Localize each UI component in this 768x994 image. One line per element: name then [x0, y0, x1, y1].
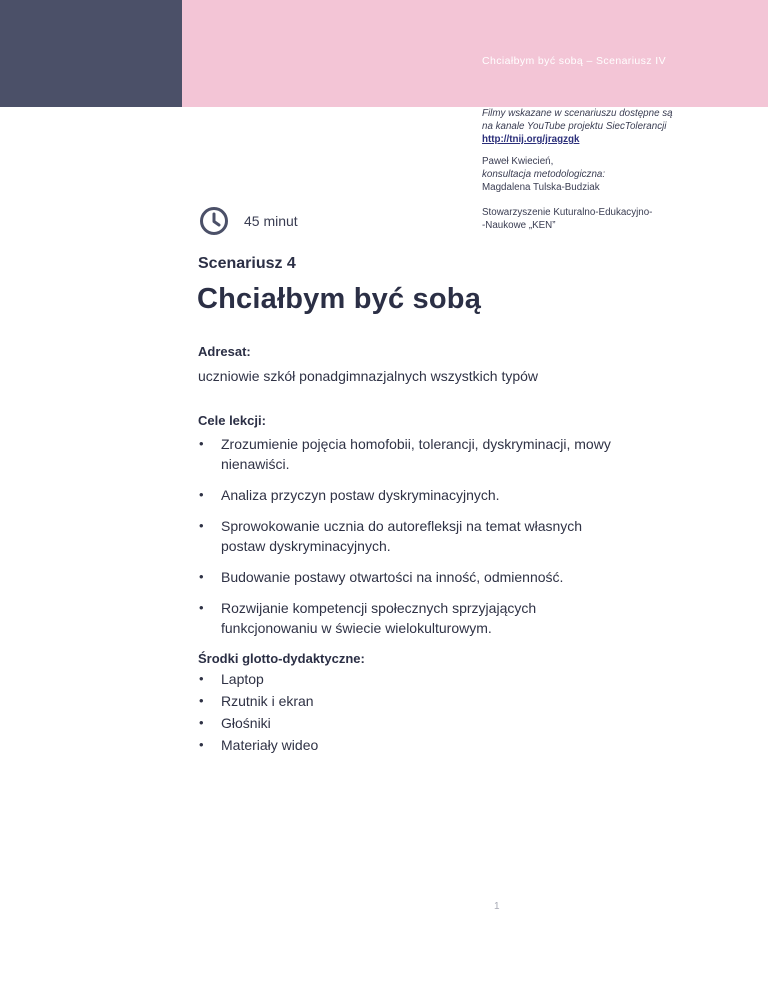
credits [482, 155, 692, 194]
video-note [482, 107, 692, 146]
org-line-1: Stowarzyszenie Kuturalno-Edukacyjno- [482, 207, 653, 218]
list-item: • Analiza przyczyn postaw dyskryminacyjnych. [198, 485, 638, 505]
list-item: • Budowanie postawy otwartości na inność, odmienność. [198, 567, 638, 587]
org-line-2: -Naukowe „KEN” [482, 220, 556, 231]
duration-text: 45 minut [244, 213, 298, 229]
page-number: 1 [494, 901, 500, 912]
list-item: • Laptop [198, 669, 638, 689]
list-item: • Rzutnik i ekran [198, 691, 638, 711]
list-item: • Zrozumienie pojęcia homofobii, tolerancji, dyskryminacji, mowy nienawiści. [198, 434, 611, 474]
video-note-line-2: na kanale YouTube projektu SiecTolerancji [482, 121, 667, 132]
running-title: Chciałbym być sobą – Scenariusz IV [482, 55, 667, 67]
goals-list [198, 434, 638, 649]
consult-label: konsultacja metodologiczna: [482, 169, 606, 180]
means-label: Środki glotto-dydaktyczne: [198, 651, 365, 666]
list-item: • Sprowokowanie ucznia do autorefleksji na temat własnych postaw dyskryminacyjnych. [198, 516, 616, 556]
page-title: Chciałbym być sobą [197, 283, 482, 315]
author: Paweł Kwiecień, [482, 156, 554, 167]
organization [482, 206, 692, 232]
video-note-line-1: Filmy wskazane w scenariuszu dostępne są [482, 108, 673, 119]
list-item: • Głośniki [198, 713, 638, 733]
means-list [198, 669, 638, 757]
video-link[interactable]: http://tnij.org/jragzgk [482, 134, 580, 145]
scenario-number: Scenariusz 4 [198, 255, 296, 272]
list-item: • Materiały wideo [198, 735, 638, 755]
consultant: Magdalena Tulska-Budziak [482, 182, 600, 193]
audience-text: uczniowie szkół ponadgimnazjalnych wszystkich typów [198, 368, 539, 384]
list-item: • Rozwijanie kompetencji społecznych sprzyjających funkcjonowaniu w świecie wielokulturowym. [198, 598, 571, 638]
clock-icon [199, 206, 229, 236]
goals-label: Cele lekcji: [198, 413, 266, 428]
audience-label: Adresat: [198, 344, 251, 359]
header-corner-block [0, 0, 182, 107]
